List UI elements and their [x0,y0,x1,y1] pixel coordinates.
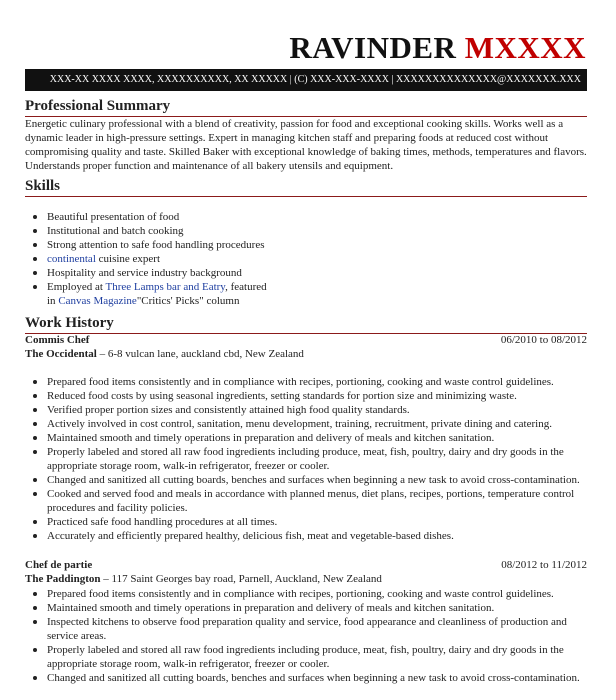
job-employer: The Paddington – 117 Saint Georges bay road, Parnell, Auckland, New Zealand [25,573,382,585]
candidate-name [0,28,586,68]
skill-item: Beautiful presentation of food [25,210,587,224]
job-title: Commis Chef 06/2010 to 08/2012 [25,334,587,346]
last-name: MXXXX [464,30,586,65]
canvas-magazine-link[interactable]: Canvas Magazine [58,295,137,307]
skill-item: Employed at Three Lamps bar and Eatry, featured in Canvas Magazine"Critics' Picks" column [25,280,587,308]
job-duty: Reduced food costs by using seasonal ingredients, setting standards for portion size and minimizing waste. [25,389,587,403]
job-duty: Maintained smooth and timely operations in preparation and delivery of meals and kitchen sanitation. [25,601,587,615]
skill-item: continental cuisine expert [25,252,587,266]
contact-info: XXX-XX XXXX XXXX, XXXXXXXXXX, XX XXXXX | (C) XXX-XXX-XXXX | XXXXXXXXXXXXXX@XXXXXXX.XXX [49,74,581,85]
job-duty: Practiced safe food handling procedures at all times. [25,515,587,529]
skill-item: Institutional and batch cooking [25,224,587,238]
skill-item: Strong attention to safe food handling procedures [25,238,587,252]
three-lamps-link[interactable]: Three Lamps bar and Eatry [105,281,226,293]
job-duty: Prepared food items consistently and in compliance with recipes, portioning, cooking and waste control guidelines. [25,587,587,601]
first-name: RAVINDER [289,30,457,65]
skills-heading: Skills [25,177,587,197]
job-duty: Changed and sanitized all cutting boards, benches and surfaces when beginning a new task to avoid cross-contamination. [25,671,587,685]
skills-list [25,210,587,308]
job-duty: Maintained smooth and timely operations in preparation and delivery of meals and kitchen sanitation. [25,431,587,445]
contact-bar [25,69,587,91]
job-duties-list [25,375,587,543]
job-dates: 08/2012 to 11/2012 [501,559,587,571]
summary-text: Energetic culinary professional with a blend of creativity, passion for food and exceptional cooking skills. Works well as a dynamic leader in high-pressure settings. Expert in managing kitchen staff and preparing foods at reduced cost without compromising quality and taste. Skilled Baker with exceptional knowledge of baking times, methods, temperatures and flavors. Understands proper function and maintenance of all bakery utensils and equipment. [25,118,587,172]
job-duty: Verified proper portion sizes and consistently attained high food quality standards. [25,403,587,417]
job-duty: Inspected kitchens to observe food preparation quality and service, food appearance and cleanliness of production and service areas. [25,615,587,643]
work-history-heading: Work History [25,314,587,334]
job-duty: Properly labeled and stored all raw food ingredients including produce, meat, fish, poultry, dairy and dry goods in the appropriate storage room, walk-in refrigerator, freezer or cooler. [25,445,587,473]
summary-heading: Professional Summary [25,97,587,117]
job-duty: Cooked and served food and meals in accordance with planned menus, diet plans, recipes, portions, temperature control procedures and facility policies. [25,487,587,515]
continental-link[interactable]: continental [47,253,96,265]
skill-item: Hospitality and service industry background [25,266,587,280]
job-title: Chef de partie 08/2012 to 11/2012 [25,559,587,571]
job-duty: Properly labeled and stored all raw food ingredients including produce, meat, fish, poultry, dairy and dry goods in the appropriate storage room, walk-in refrigerator, freezer or cooler. [25,643,587,671]
job-duty: Prepared food items consistently and in compliance with recipes, portioning, cooking and waste control guidelines. [25,375,587,389]
job-duties-list [25,587,587,685]
job-duty: Actively involved in cost control, sanitation, menu development, training, recruitment, private dining and catering. [25,417,587,431]
job-employer: The Occidental – 6-8 vulcan lane, auckland cbd, New Zealand [25,348,304,360]
job-dates: 06/2010 to 08/2012 [500,334,587,346]
job-duty: Changed and sanitized all cutting boards, benches and surfaces when beginning a new task to avoid cross-contamination. [25,473,587,487]
job-duty: Accurately and efficiently prepared healthy, delicious fish, meat and vegetable-based dishes. [25,529,587,543]
